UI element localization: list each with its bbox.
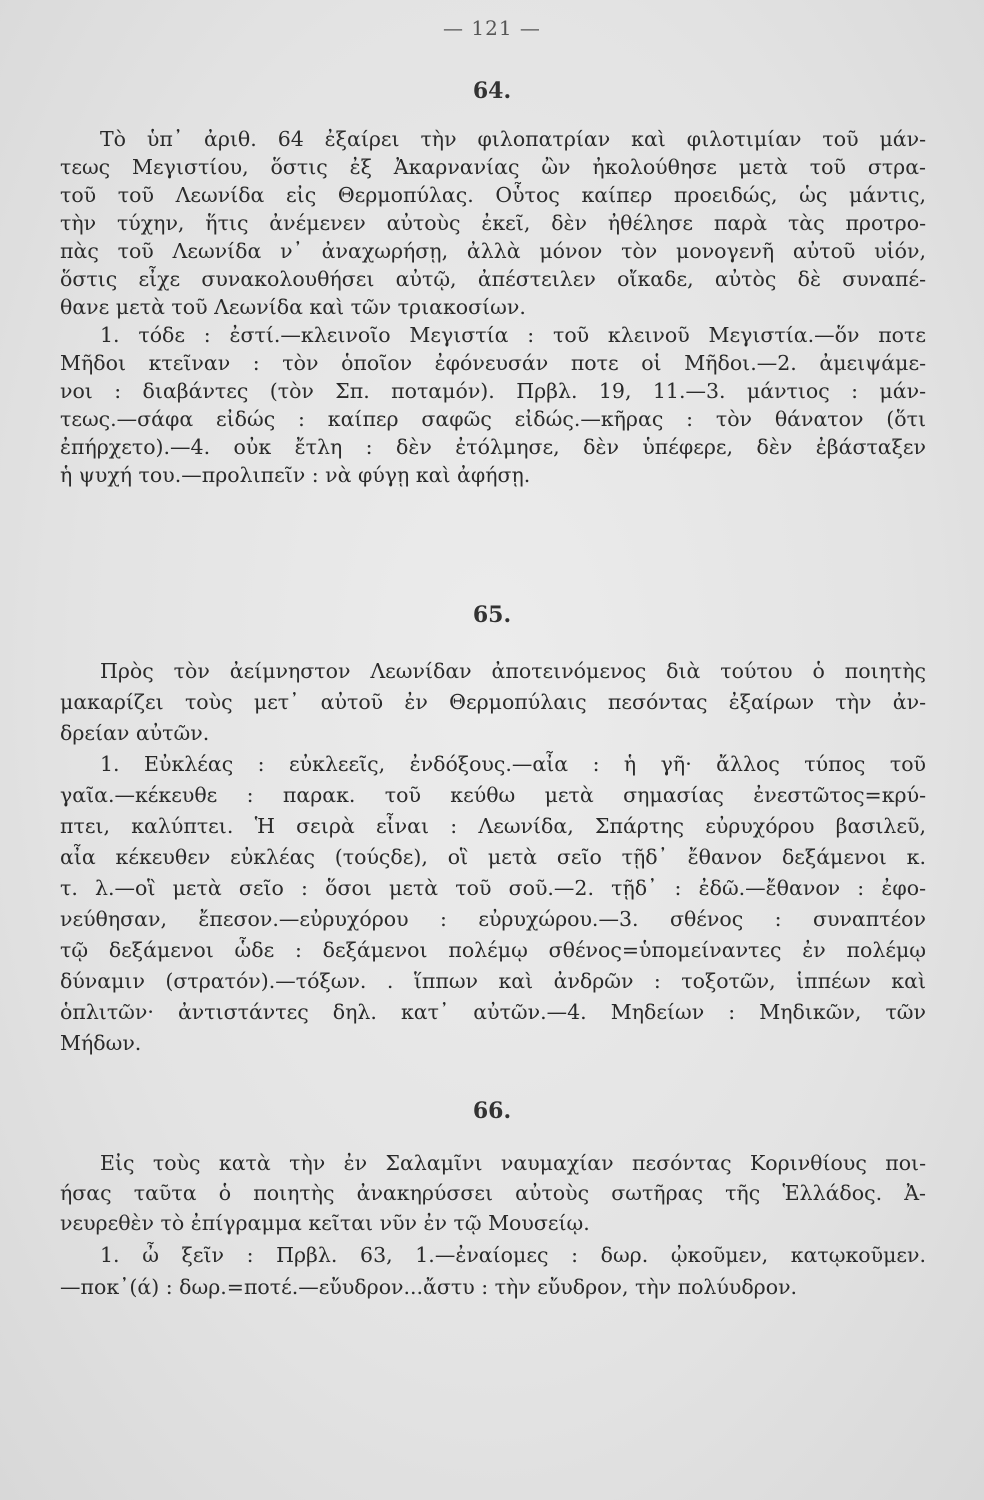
section-heading-64: 64.	[472, 78, 512, 104]
text-line: πὰς τοῦ Λεωνίδα ν᾽ ἀναχωρήσῃ, ἀλλὰ μόνον τὸν μονογενῆ αὐτοῦ υἱόν,	[60, 239, 926, 263]
text-line: ήσας ταῦτα ὁ ποιητὴς ἀνακηρύσσει αὐτοὺς σωτῆρας τῆς Ἑλλάδος. Ἀ-	[60, 1181, 926, 1205]
section-heading-65: 65.	[472, 602, 512, 628]
text-line: Εἰς τοὺς κατὰ τὴν ἐν Σαλαμῖνι ναυμαχίαν πεσόντας Κορινθίους ποι-	[100, 1151, 926, 1175]
text-line: τεως Μεγιστίου, ὅστις ἐξ Ἀκαρνανίας ὢν ἠκολούθησε μετὰ τοῦ στρα-	[60, 155, 926, 179]
text-line: μακαρίζει τοὺς μετ᾽ αὐτοῦ ἐν Θερμοπύλαις πεσόντας ἐξαίρων τὴν ἀν-	[60, 690, 926, 714]
text-line: δύναμιν (στρατόν).—τόξων. . ἵππων καὶ ἀνδρῶν : τοξοτῶν, ἱππέων καὶ	[60, 969, 926, 993]
text-line: τεως.—σάφα εἰδώς : καίπερ σαφῶς εἰδώς.—κῆρας : τὸν θάνατον (ὅτι	[60, 407, 926, 431]
text-line: τῷ δεξάμενοι ὧδε : δεξάμενοι πολέμῳ σθένος=ὑπομείναντες ἐν πολέμῳ	[60, 938, 926, 962]
text-line: τ. λ.—οἳ μετὰ σεῖο : ὅσοι μετὰ τοῦ σοῦ.—2. τῇδ᾽ : ἐδῶ.—ἔθανον : ἐφο-	[60, 876, 926, 900]
text-line: —ποκ᾽(ά) : δωρ.=ποτέ.—εὔυδρον...ἄστυ : τὴν εὔυδρον, τὴν πολύυδρον.	[60, 1275, 798, 1299]
text-line: τοῦ τοῦ Λεωνίδα εἰς Θερμοπύλας. Οὗτος καίπερ προειδώς, ὡς μάντις,	[60, 183, 926, 207]
text-line: πτει, καλύπτει. Ἡ σειρὰ εἶναι : Λεωνίδα, Σπάρτης εὐρυχόρου βασιλεῦ,	[60, 814, 926, 838]
text-line: θανε μετὰ τοῦ Λεωνίδα καὶ τῶν τριακοσίων.	[60, 295, 526, 319]
text-line: ὁπλιτῶν· ἀντιστάντες δηλ. κατ᾽ αὐτῶν.—4. Μηδείων : Μηδικῶν, τῶν	[60, 1000, 926, 1024]
text-line: Πρὸς τὸν ἀείμνηστον Λεωνίδαν ἀποτεινόμενος διὰ τούτου ὁ ποιητὴς	[100, 659, 926, 683]
text-line: νεύθησαν, ἔπεσον.—εὐρυχόρου : εὐρυχώρου.—3. σθένος : συναπτέον	[60, 907, 926, 931]
page-number: — 121 —	[443, 16, 541, 40]
text-line: Τὸ ὑπ᾽ ἀριθ. 64 ἐξαίρει τὴν φιλοπατρίαν καὶ φιλοτιμίαν τοῦ μάν-	[100, 127, 926, 151]
text-line: νευρεθὲν τὸ ἐπίγραμμα κεῖται νῦν ἐν τῷ Μουσείῳ.	[60, 1211, 590, 1235]
text-line: Μήδων.	[60, 1031, 142, 1055]
text-line: νοι : διαβάντες (τὸν Σπ. ποταμόν). Πρβλ. 19, 11.—3. μάντιος : μάν-	[60, 379, 926, 403]
text-line: δρείαν αὐτῶν.	[60, 721, 210, 745]
section-heading-66: 66.	[472, 1098, 512, 1124]
text-line: 1. ὦ ξεῖν : Πρβλ. 63, 1.—ἐναίομες : δωρ. ᾠκοῦμεν, κατῳκοῦμεν.	[100, 1243, 926, 1267]
text-line: ὅστις εἶχε συνακολουθήσει αὐτῷ, ἀπέστειλεν οἴκαδε, αὐτὸς δὲ συναπέ-	[60, 267, 926, 291]
text-line: ἐπήρχετο).—4. οὐκ ἔτλη : δὲν ἐτόλμησε, δὲν ὑπέφερε, δὲν ἐβάσταξεν	[60, 435, 926, 459]
text-line: γαῖα.—κέκευθε : παρακ. τοῦ κεύθω μετὰ σημασίας ἐνεστῶτος=κρύ-	[60, 783, 926, 807]
text-line: Μῆδοι κτεῖναν : τὸν ὁποῖον ἐφόνευσάν ποτε οἱ Μῆδοι.—2. ἀμειψάμε-	[60, 351, 926, 375]
text-line: 1. Εὐκλέας : εὐκλεεῖς, ἐνδόξους.—αἶα : ἡ γῆ· ἄλλος τύπος τοῦ	[100, 752, 926, 776]
text-line: 1. τόδε : ἐστί.—κλεινοῖο Μεγιστία : τοῦ κλεινοῦ Μεγιστία.—ὅν ποτε	[100, 323, 926, 347]
text-line: αἶα κέκευθεν εὐκλέας (τούςδε), οἳ μετὰ σεῖο τῇδ᾽ ἔθανον δεξάμενοι κ.	[60, 845, 926, 869]
text-line: ἡ ψυχή του.—προλιπεῖν : νὰ φύγῃ καὶ ἀφήσῃ.	[60, 463, 531, 487]
text-line: τὴν τύχην, ἥτις ἀνέμενεν αὐτοὺς ἐκεῖ, δὲν ἠθέλησε παρὰ τὰς προτρο-	[60, 211, 926, 235]
